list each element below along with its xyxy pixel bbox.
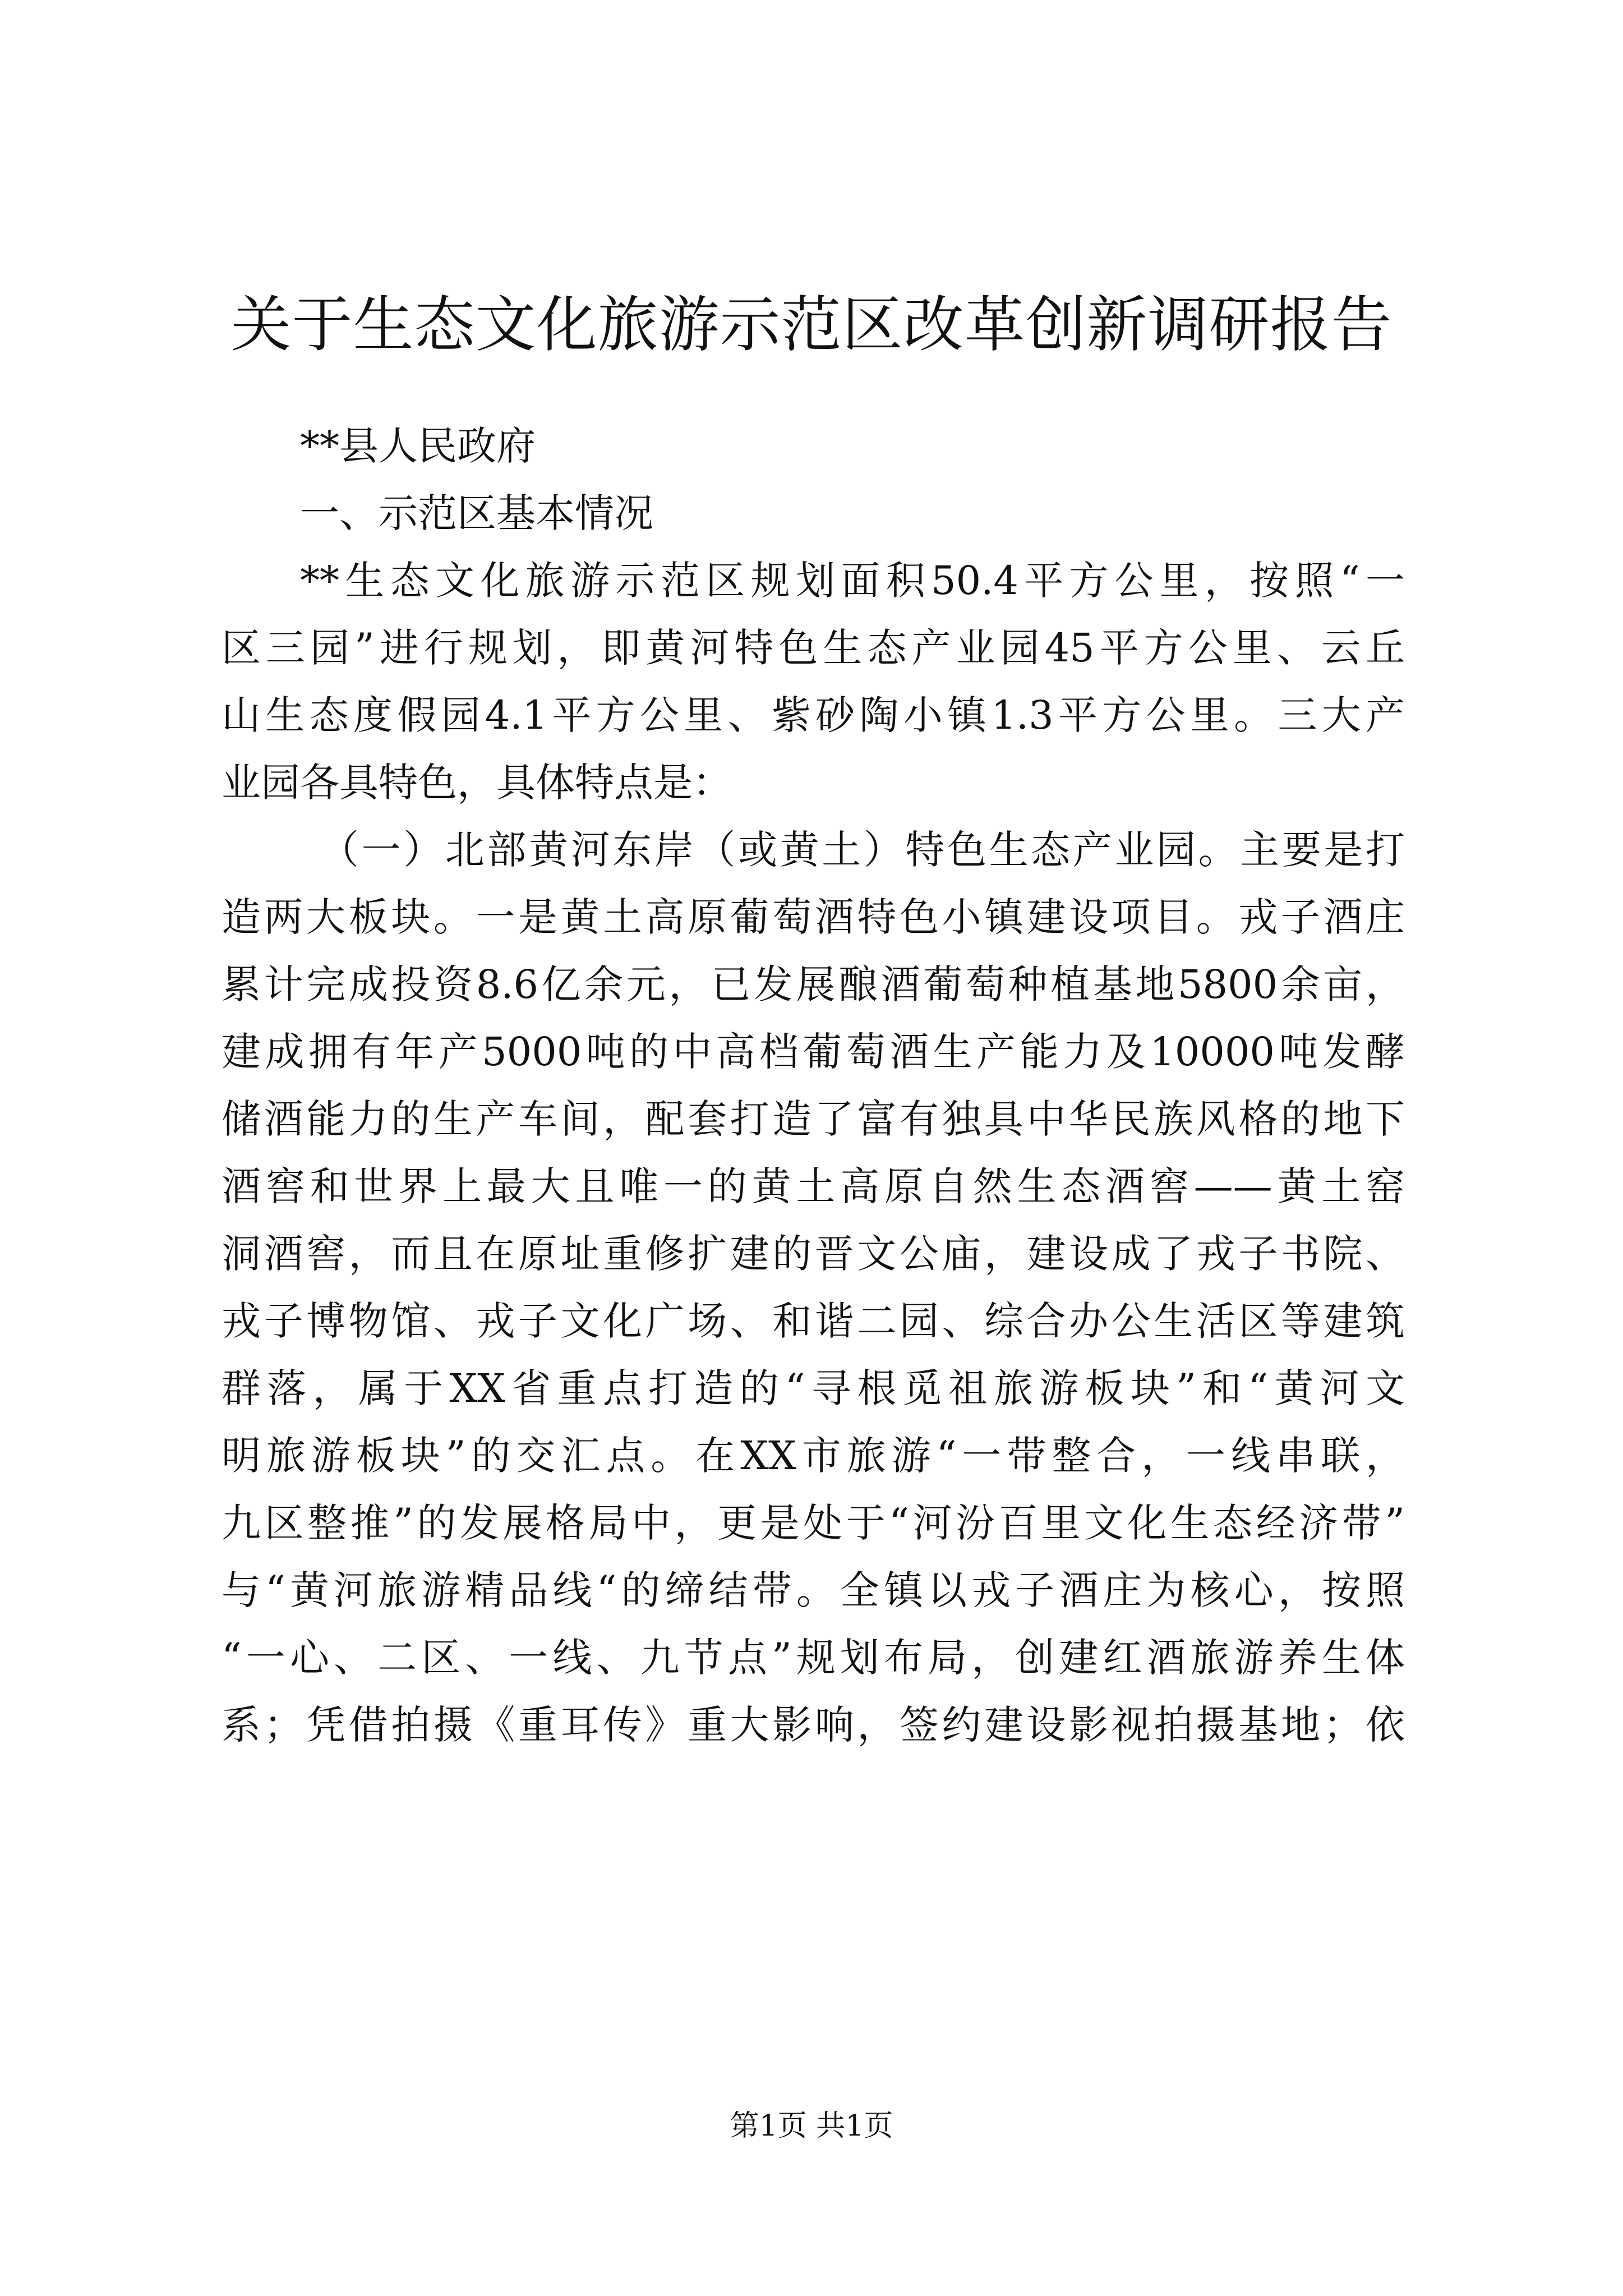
paragraph-line: 洞酒窖，而且在原址重修扩建的晋文公庙，建设成了戎子书院、 — [222, 1231, 1405, 1277]
paragraph-line: 储酒能力的生产车间，配套打造了富有独具中华民族风格的地下 — [222, 1096, 1405, 1142]
paragraph-line: 系；凭借拍摄《重耳传》重大影响，签约建设影视拍摄基地；依 — [222, 1702, 1405, 1748]
author-line: **县人民政府 — [300, 423, 536, 469]
paragraph-line: 累计完成投资8.6亿余元，已发展酿酒葡萄种植基地5800余亩， — [222, 961, 1405, 1007]
paragraph-line: （一）北部黄河东岸（或黄土）特色生态产业园。主要是打 — [320, 827, 1405, 873]
paragraph-line: “一心、二区、一线、九节点”规划布局，创建红酒旅游养生体 — [222, 1635, 1405, 1681]
page-footer: 第1页 共1页 — [730, 2109, 893, 2143]
document-title: 关于生态文化旅游示范区改革创新调研报告 — [230, 290, 1393, 360]
paragraph-line: 区三园”进行规划，即黄河特色生态产业园45平方公里、云丘 — [222, 625, 1405, 671]
section-heading: 一、示范区基本情况 — [300, 490, 653, 536]
paragraph-line: 山生态度假园4.1平方公里、紫砂陶小镇1.3平方公里。三大产 — [222, 692, 1405, 738]
paragraph-line: 与“黄河旅游精品线“的缔结带。全镇以戎子酒庄为核心，按照 — [222, 1567, 1405, 1613]
paragraph-line: 业园各具特色，具体特点是： — [222, 760, 732, 806]
paragraph-line: 戎子博物馆、戎子文化广场、和谐二园、综合办公生活区等建筑 — [222, 1298, 1405, 1344]
paragraph-line: 造两大板块。一是黄土高原葡萄酒特色小镇建设项目。戎子酒庄 — [222, 894, 1405, 940]
paragraph-line: 群落，属于XX省重点打造的“寻根觅祖旅游板块”和“黄河文 — [222, 1365, 1405, 1411]
paragraph-line: **生态文化旅游示范区规划面积50.4平方公里，按照“一 — [300, 558, 1405, 604]
paragraph-line: 建成拥有年产5000吨的中高档葡萄酒生产能力及10000吨发酵 — [222, 1029, 1405, 1075]
paragraph-line: 酒窖和世界上最大且唯一的黄土高原自然生态酒窖——黄土窑 — [222, 1163, 1405, 1209]
paragraph-line: 九区整推”的发展格局中，更是处于“河汾百里文化生态经济带” — [222, 1500, 1405, 1546]
paragraph-line: 明旅游板块”的交汇点。在XX市旅游“一带整合，一线串联， — [222, 1433, 1405, 1479]
